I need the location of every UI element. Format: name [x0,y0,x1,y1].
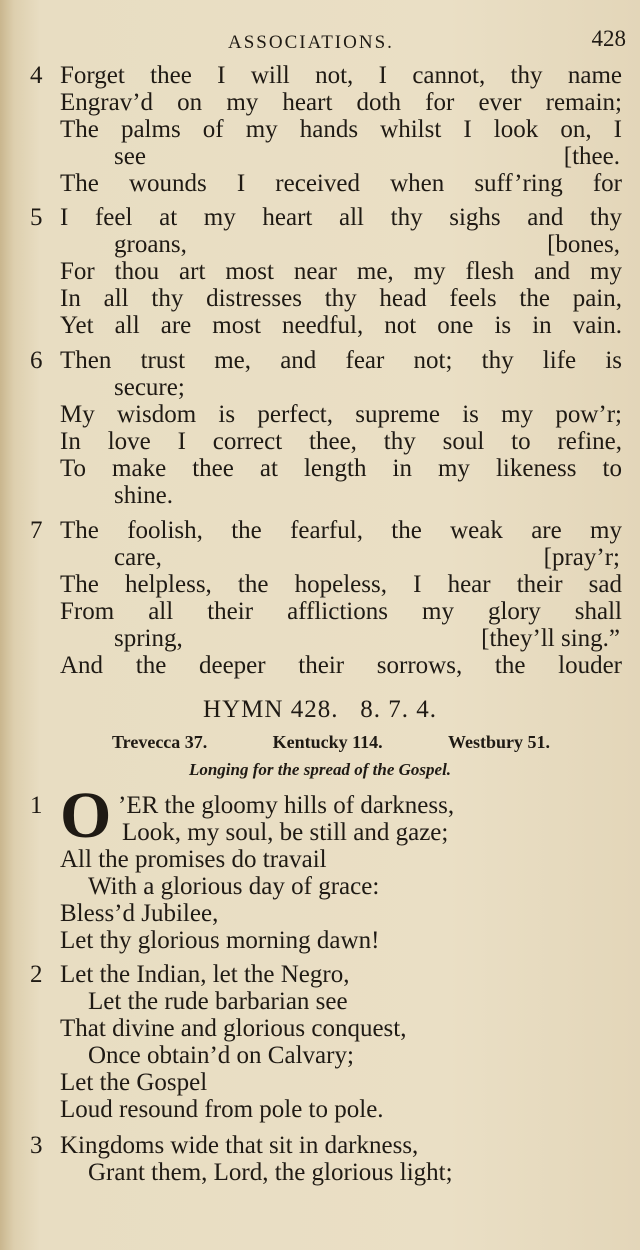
tune-name: Trevecca 37. [112,732,208,752]
verse-line: From all their afflictions my glory shall [60,598,622,625]
tune-name: Westbury 51. [447,732,550,752]
verse-line: All the promises do travail [60,846,327,873]
verse-line: And the deeper their sorrows, the louder [60,652,622,679]
verse-line: secure; [114,374,185,401]
verse-number: 7 [30,517,43,544]
verse-line: The palms of my hands whilst I look on, I [60,116,622,143]
verse-line: The helpless, the hopeless, I hear their sad [60,571,622,598]
page-number: 428 [591,26,626,51]
running-head: ASSOCIATIONS. [228,32,394,53]
verse-line: In love I correct thee, thy soul to refine, [60,428,622,455]
verse-number: 3 [30,1132,43,1159]
tune-list [112,732,550,753]
verse-line: Let thy glorious morning dawn! [60,927,380,954]
tune-name: Kentucky 114. [272,732,383,752]
verse-line: I feel at my heart all thy sighs and thy [60,204,622,231]
verse-line: ’ER the gloomy hills of darkness, [118,792,455,819]
verse-line: With a glorious day of grace: [88,873,380,900]
verse-line: Engrav’d on my heart doth for ever remain; [60,89,622,116]
verse-line: Let the rude barbarian see [88,988,348,1015]
verse-line: care, [114,544,162,571]
page-header [0,26,640,60]
verse-line: In all thy distresses thy head feels the pain, [60,285,622,312]
verse-line: For thou art most near me, my flesh and my [60,258,622,285]
verse-bracket: [thee. [563,143,620,170]
verse-line: see [114,143,146,170]
verse-number: 2 [30,961,43,988]
hymn-title [0,696,640,724]
verse-bracket: [bones, [547,231,620,258]
verse-line: The foolish, the fearful, the weak are my [60,517,622,544]
verse-line: The wounds I received when suff’ring for [60,170,622,197]
verse-line: My wisdom is perfect, supreme is my pow’r; [60,401,622,428]
verse-number: 5 [30,204,43,231]
verse-line: Yet all are most needful, not one is in vain. [60,312,622,339]
verse-line: Grant them, Lord, the glorious light; [88,1159,453,1186]
verse-number: 6 [30,347,43,374]
hymn-number: HYMN 428. [203,696,339,723]
verse-line: Let the Gospel [60,1069,208,1096]
verse-line: Once obtain’d on Calvary; [88,1042,354,1069]
hymn-subtitle: Longing for the spread of the Gospel. [188,760,452,779]
verse-line: Let the Indian, let the Negro, [60,961,350,988]
verse-bracket: [pray’r; [543,544,620,571]
verse-bracket: [they’ll sing.” [481,625,620,652]
verse-line: Then trust me, and fear not; thy life is [60,347,622,374]
verse-line: Bless’d Jubilee, [60,900,219,927]
verse-line: Look, my soul, be still and gaze; [122,819,449,846]
verse-line: groans, [114,231,187,258]
verse-number: 1 [30,792,43,819]
verse-line: To make thee at length in my likeness to [60,455,622,482]
verse-line: That divine and glorious conquest, [60,1015,407,1042]
verse-number: 4 [30,62,43,89]
verse-line: spring, [114,625,183,652]
verse-line: Kingdoms wide that sit in darkness, [60,1132,419,1159]
verse-line: Loud resound from pole to pole. [60,1096,384,1123]
drop-cap: O [60,779,112,852]
verse-line: Forget thee I will not, I cannot, thy name [60,62,622,89]
hymn-meter: 8. 7. 4. [360,696,437,723]
verse-line: shine. [114,482,174,509]
